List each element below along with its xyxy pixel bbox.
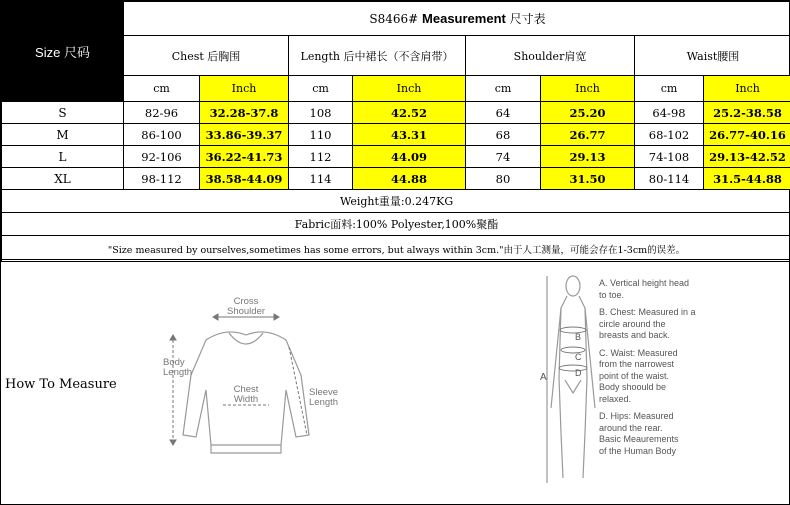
value-cell: 68 — [466, 124, 541, 146]
group-length: Length 后中裙长（不含肩带） — [289, 36, 466, 76]
unit-inch: Inch — [200, 76, 289, 102]
value-cell: 25.20 — [541, 102, 635, 124]
value-cell: 68-102 — [635, 124, 704, 146]
value-cell: 38.58-44.09 — [200, 168, 289, 190]
value-cell: 44.88 — [353, 168, 466, 190]
body-measure-diagram — [531, 268, 606, 493]
value-cell: 114 — [289, 168, 353, 190]
size-chart-table — [1, 1, 790, 262]
size-cell: S — [2, 102, 124, 124]
chest-width-label-1: Chest — [233, 384, 259, 395]
unit-inch: Inch — [353, 76, 466, 102]
value-cell: 82-96 — [124, 102, 200, 124]
unit-inch: Inch — [541, 76, 635, 102]
legend-item-c: C. Waist: Measured from the narrowest point of the waist. Body shoould be relaxed. — [599, 347, 678, 404]
group-waist: Waist腰围 — [635, 36, 790, 76]
table-row — [2, 168, 790, 190]
title-main: Measurement — [422, 11, 506, 26]
measurement-legend — [599, 278, 789, 463]
body-length-label-2: Length — [163, 367, 193, 378]
value-cell: 42.52 — [353, 102, 466, 124]
table-row — [2, 146, 790, 168]
legend-item-d: D. Hips: Measured around the rear. Basic Meaurements of the Human Body — [599, 411, 679, 456]
chart-title — [124, 2, 790, 36]
how-to-measure-label: How To Measure — [5, 377, 117, 392]
size-cell: M — [2, 124, 124, 146]
title-cn: 尺寸表 — [509, 12, 546, 26]
legend-item-b: B. Chest: Measured in a circle around the breasts and back. — [599, 307, 696, 340]
value-cell: 25.2-38.58 — [704, 102, 790, 124]
value-cell: 86-100 — [124, 124, 200, 146]
marker-b: B — [575, 332, 582, 342]
value-cell: 108 — [289, 102, 353, 124]
value-cell: 32.28-37.8 — [200, 102, 289, 124]
value-cell: 31.5-44.88 — [704, 168, 790, 190]
value-cell: 110 — [289, 124, 353, 146]
cross-shoulder-label-2: Shoulder — [226, 306, 266, 317]
value-cell: 29.13-42.52 — [704, 146, 790, 168]
group-chest: Chest 后胸围 — [124, 36, 289, 76]
value-cell: 29.13 — [541, 146, 635, 168]
sleeve-length-label-2: Length — [309, 397, 339, 408]
value-cell: 74-108 — [635, 146, 704, 168]
value-cell: 31.50 — [541, 168, 635, 190]
group-shoulder: Shoulder肩宽 — [466, 36, 635, 76]
fabric-info: Fabric面料:100% Polyester,100%聚酯 — [2, 213, 790, 236]
unit-cm: cm — [289, 76, 353, 102]
table-row — [2, 102, 790, 124]
size-cell: XL — [2, 168, 124, 190]
value-cell: 80-114 — [635, 168, 704, 190]
cross-shoulder-label-1: Cross — [233, 296, 259, 307]
sweater-measure-diagram — [151, 295, 341, 460]
value-cell: 98-112 — [124, 168, 200, 190]
value-cell: 74 — [466, 146, 541, 168]
legend-item-a: A. Vertical height head to toe. — [599, 278, 690, 300]
value-cell: 64-98 — [635, 102, 704, 124]
value-cell: 80 — [466, 168, 541, 190]
table-row — [2, 124, 790, 146]
marker-c: C — [575, 352, 582, 362]
value-cell: 26.77-40.16 — [704, 124, 790, 146]
value-cell: 64 — [466, 102, 541, 124]
unit-cm: cm — [124, 76, 200, 102]
value-cell: 33.86-39.37 — [200, 124, 289, 146]
value-cell: 92-106 — [124, 146, 200, 168]
size-cell: L — [2, 146, 124, 168]
chest-width-label-2: Width — [233, 394, 259, 405]
value-cell: 26.77 — [541, 124, 635, 146]
how-to-measure-section — [1, 259, 790, 505]
value-cell: 43.31 — [353, 124, 466, 146]
value-cell: 44.09 — [353, 146, 466, 168]
value-cell: 112 — [289, 146, 353, 168]
unit-inch: Inch — [704, 76, 790, 102]
marker-a: A — [540, 372, 547, 383]
measurement-note: "Size measured by ourselves,sometimes has some errors, but always within 3cm."由于人工测量，可能会存在1-3cm的误差。 — [2, 236, 790, 262]
body-length-label-1: Body — [163, 357, 185, 368]
unit-cm: cm — [466, 76, 541, 102]
value-cell: 36.22-41.73 — [200, 146, 289, 168]
sleeve-length-label-1: Sleeve — [309, 387, 339, 398]
size-header: Size 尺码 — [2, 2, 124, 102]
weight-info: Weight重量:0.247KG — [2, 190, 790, 213]
unit-cm: cm — [635, 76, 704, 102]
title-code: S8466# — [369, 12, 419, 26]
marker-d: D — [575, 368, 582, 378]
